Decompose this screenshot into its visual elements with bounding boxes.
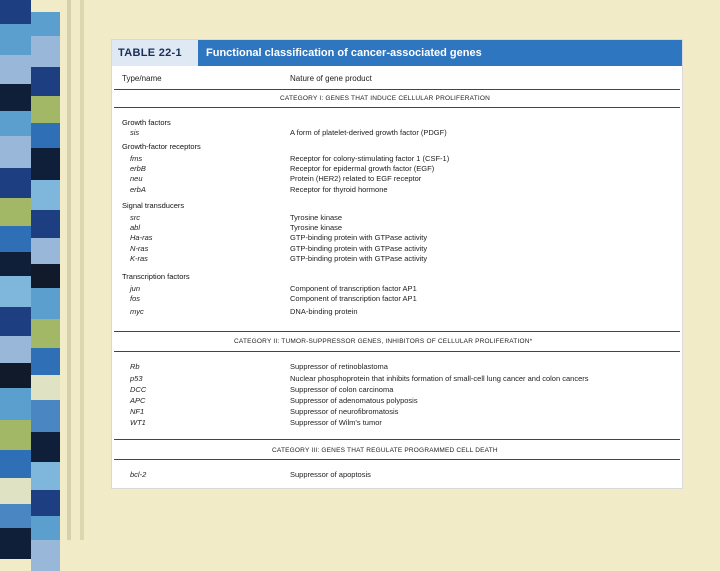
category-heading: CATEGORY II: TUMOR-SUPPRESSOR GENES, INHIBITORS OF CELLULAR PROLIFERATION* bbox=[234, 338, 533, 345]
gene-product: Tyrosine kinase bbox=[290, 223, 343, 232]
gene-name: fms bbox=[130, 154, 143, 163]
gene-product: A form of platelet-derived growth factor (PDGF) bbox=[290, 128, 447, 137]
gene-product: DNA-binding protein bbox=[290, 307, 358, 316]
stripe-block bbox=[31, 67, 60, 96]
group-heading: Growth factors bbox=[122, 118, 171, 127]
decorative-line bbox=[80, 0, 84, 540]
gene-product: GTP-binding protein with GTPase activity bbox=[290, 244, 428, 253]
table-caption: Functional classification of cancer-associated genes bbox=[198, 40, 682, 66]
gene-product: GTP-binding protein with GTPase activity bbox=[290, 233, 428, 242]
gene-name: DCC bbox=[130, 385, 147, 394]
gene-name: src bbox=[130, 213, 140, 222]
gene-name: NF1 bbox=[130, 407, 145, 416]
gene-product: Component of transcription factor AP1 bbox=[290, 294, 417, 303]
gene-product: Suppressor of neurofibromatosis bbox=[290, 407, 399, 416]
gene-product: Suppressor of colon carcinoma bbox=[290, 385, 394, 394]
gene-name: erbB bbox=[130, 164, 146, 173]
stripe-block bbox=[31, 288, 60, 319]
stripe-block bbox=[31, 36, 60, 67]
stripe-block bbox=[0, 336, 31, 363]
gene-name: neu bbox=[130, 174, 143, 183]
stripe-block bbox=[0, 84, 31, 111]
gene-name: N-ras bbox=[130, 244, 149, 253]
stripe-block bbox=[0, 226, 31, 252]
decorative-line bbox=[67, 0, 71, 540]
divider bbox=[114, 351, 680, 352]
stripe-block bbox=[31, 210, 60, 238]
stripe-block bbox=[31, 490, 60, 516]
table-document bbox=[112, 40, 682, 488]
stripe-block bbox=[31, 400, 60, 432]
gene-product: Suppressor of adenomatous polyposis bbox=[290, 396, 418, 405]
stripe-block bbox=[0, 168, 31, 198]
stripe-block bbox=[31, 432, 60, 462]
stripe-block bbox=[0, 504, 31, 528]
stripe-block bbox=[0, 111, 31, 136]
column-header-type: Type/name bbox=[122, 74, 162, 83]
gene-name: erbA bbox=[130, 185, 146, 194]
stripe-block bbox=[0, 528, 31, 559]
gene-name: abl bbox=[130, 223, 141, 232]
gene-name: WT1 bbox=[130, 418, 146, 427]
group-heading: Transcription factors bbox=[122, 272, 190, 281]
group-heading: Growth-factor receptors bbox=[122, 142, 201, 151]
category-heading: CATEGORY I: GENES THAT INDUCE CELLULAR PROLIFERATION bbox=[280, 95, 491, 102]
stripe-block bbox=[0, 363, 31, 388]
stripe-block bbox=[31, 348, 60, 375]
divider bbox=[114, 439, 680, 440]
stripe-block bbox=[31, 375, 60, 400]
stripe-block bbox=[0, 252, 31, 276]
stripe-block bbox=[0, 24, 31, 55]
gene-name: fos bbox=[130, 294, 141, 303]
stripe-block bbox=[0, 450, 31, 478]
stripe-block bbox=[31, 540, 60, 571]
stripe-block bbox=[31, 238, 60, 264]
stripe-block bbox=[31, 264, 60, 288]
gene-product: Suppressor of retinoblastoma bbox=[290, 362, 388, 371]
stripe-block bbox=[31, 148, 60, 180]
decorative-stripe-bar bbox=[0, 0, 60, 540]
stripe-block bbox=[31, 96, 60, 123]
gene-product: Receptor for colony-stimulating factor 1 (CSF-1) bbox=[290, 154, 450, 163]
gene-product: Suppressor of Wilm's tumor bbox=[290, 418, 382, 427]
stripe-block bbox=[0, 388, 31, 420]
gene-product: Suppressor of apoptosis bbox=[290, 470, 371, 479]
gene-name: jun bbox=[130, 284, 141, 293]
gene-name: Ha-ras bbox=[130, 233, 153, 242]
gene-product: Receptor for thyroid hormone bbox=[290, 185, 388, 194]
divider bbox=[114, 459, 680, 460]
stripe-block bbox=[0, 136, 31, 168]
stripe-block bbox=[31, 123, 60, 148]
stripe-block bbox=[0, 55, 31, 84]
gene-name: Rb bbox=[130, 362, 140, 371]
stripe-block bbox=[31, 516, 60, 540]
table-number: TABLE 22-1 bbox=[112, 40, 198, 66]
stripe-block bbox=[31, 12, 60, 36]
stripe-block bbox=[0, 420, 31, 450]
stripe-block bbox=[31, 180, 60, 210]
divider bbox=[114, 107, 680, 108]
stripe-block bbox=[0, 0, 31, 24]
column-header-product: Nature of gene product bbox=[290, 74, 372, 83]
stripe-block bbox=[31, 319, 60, 348]
stripe-block bbox=[0, 307, 31, 336]
gene-name: myc bbox=[130, 307, 144, 316]
gene-name: p53 bbox=[130, 374, 143, 383]
gene-product: Receptor for epidermal growth factor (EGF) bbox=[290, 164, 435, 173]
gene-name: bcl-2 bbox=[130, 470, 147, 479]
gene-product: Tyrosine kinase bbox=[290, 213, 343, 222]
divider bbox=[114, 331, 680, 332]
gene-product: Nuclear phosphoprotein that inhibits formation of small-cell lung cancer and colon cancers bbox=[290, 374, 589, 383]
stripe-block bbox=[31, 462, 60, 490]
gene-name: APC bbox=[130, 396, 146, 405]
group-heading: Signal transducers bbox=[122, 201, 185, 210]
stripe-block bbox=[0, 198, 31, 226]
gene-product: GTP-binding protein with GTPase activity bbox=[290, 254, 428, 263]
gene-product: Component of transcription factor AP1 bbox=[290, 284, 417, 293]
gene-name: K-ras bbox=[130, 254, 148, 263]
gene-name: sis bbox=[130, 128, 140, 137]
category-heading: CATEGORY III: GENES THAT REGULATE PROGRAMMED CELL DEATH bbox=[272, 447, 498, 454]
divider bbox=[114, 89, 680, 90]
gene-product: Protein (HER2) related to EGF receptor bbox=[290, 174, 422, 183]
table-title-bar bbox=[112, 40, 682, 66]
stripe-block bbox=[0, 478, 31, 504]
stripe-block bbox=[0, 276, 31, 307]
